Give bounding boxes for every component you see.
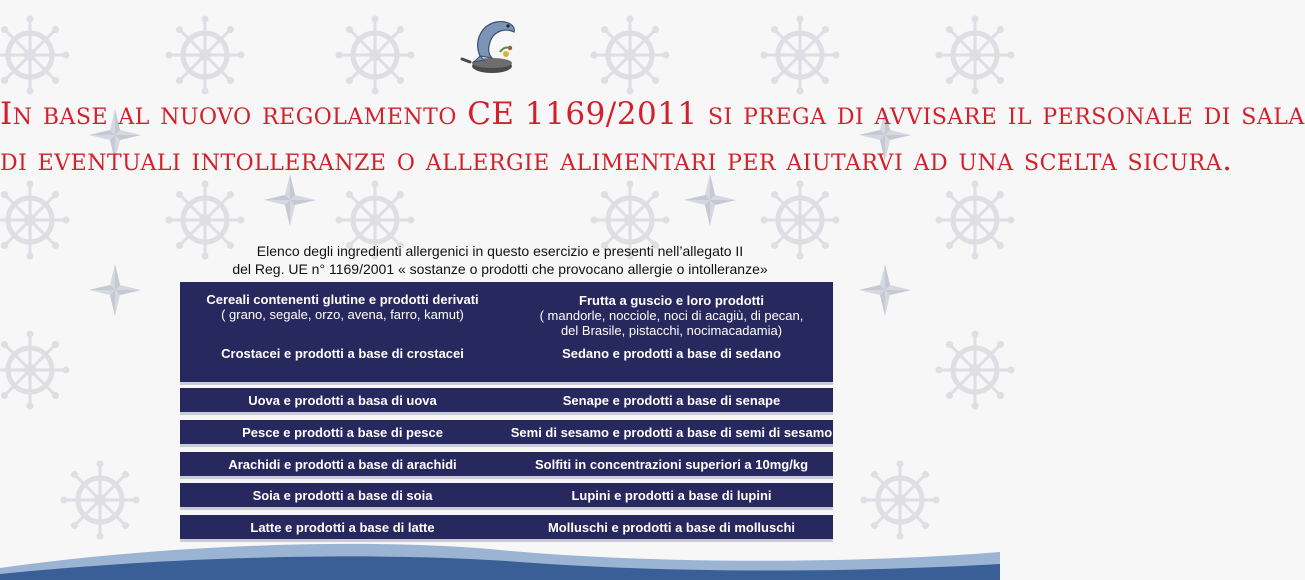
allergen-detail: ( grano, segale, orzo, avena, farro, kamut): [221, 307, 464, 322]
allergen-title: Arachidi e prodotti a base di arachidi: [228, 457, 457, 472]
allergen-row: [180, 388, 833, 415]
intro-line-1: Elenco degli ingredienti allergenici in questo esercizio e presenti nell’allegato II: [256, 243, 744, 259]
allergen-title: Frutta a guscio e loro prodotti: [579, 293, 764, 308]
headline-line-2: di eventuali intolleranze o allergie alimentari per aiutarvi ad una scelta sicura.: [0, 142, 1233, 178]
allergen-title: Uova e prodotti a basa di uova: [248, 393, 437, 408]
allergen-title: Soia e prodotti a base di soia: [252, 488, 433, 503]
allergen-title: Sedano e prodotti a base di sedano: [562, 346, 781, 361]
allergen-title: Senape e prodotti a base di senape: [562, 393, 781, 408]
allergen-title: Lupini e prodotti a base di lupini: [571, 488, 772, 503]
allergen-title: Cereali contenenti glutine e prodotti derivati: [206, 292, 479, 307]
intro-line-2: del Reg. UE n° 1169/2001 « sostanze o prodotti che provocano allergie o intolleranze»: [232, 261, 768, 277]
wave-decoration: [0, 530, 1000, 580]
allergen-row: [180, 420, 833, 447]
allergen-title: Solfiti in concentrazioni superiori a 10mg/kg: [534, 457, 809, 472]
fish-pan-icon: [460, 12, 524, 78]
allergen-title: Crostacei e prodotti a base di crostacei: [221, 346, 464, 361]
allergen-row: [180, 452, 833, 479]
allergen-title: Molluschi e prodotti a base di molluschi: [547, 520, 796, 535]
allergen-title: Pesce e prodotti a base di pesce: [242, 425, 443, 440]
allergen-row: [180, 483, 833, 510]
allergen-detail: ( mandorle, nocciole, noci di acagiù, di pecan,: [539, 308, 804, 323]
allergen-row: [180, 282, 833, 385]
allergen-item: [180, 292, 505, 322]
headline-line-1: In base al nuovo regolamento CE 1169/2011 si prega di avvisare il personale di sala: [0, 96, 1305, 132]
allergen-item: [510, 293, 833, 338]
allergen-detail: del Brasile, pistacchi, nocimacadamia): [560, 323, 783, 338]
allergen-title: Semi di sesamo e prodotti a base di semi di sesamo: [510, 425, 833, 440]
allergen-title: Latte e prodotti a base di latte: [250, 520, 435, 535]
